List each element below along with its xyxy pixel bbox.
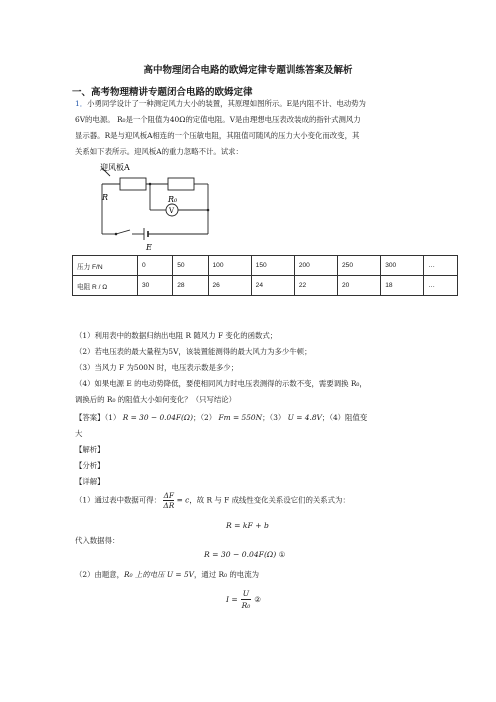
table-cell: 22 xyxy=(294,276,337,296)
circuit-diagram xyxy=(88,160,228,252)
equation-current xyxy=(226,588,261,611)
table-header-force: 压力 F/N xyxy=(73,256,138,276)
equation-current-fraction xyxy=(241,588,251,611)
subquestion-1: （1）利用表中的数据归纳出电阻 R 随风力 F 变化的函数式； xyxy=(75,331,278,340)
detail-line-1 xyxy=(75,491,455,510)
equation-linear: R = kF + b xyxy=(226,521,269,530)
table-cell: 26 xyxy=(208,276,251,296)
subquestion-3: （3）当风力 F 为500N 时，电压表示数是多少； xyxy=(75,363,239,372)
table-header-resistance: 电阻 R / Ω xyxy=(73,276,138,296)
label-R0: R₀ xyxy=(168,195,178,204)
equation-mark-2: ② xyxy=(254,595,261,604)
equation-result-text: R = 30 − 0.04F(Ω) xyxy=(204,550,277,559)
answer-sep-4: ；（4）阻值变 xyxy=(321,413,368,422)
table-cell: 50 xyxy=(173,256,208,276)
pressure-resistance-table xyxy=(72,255,458,296)
table-cell: 150 xyxy=(251,256,294,276)
switch xyxy=(116,230,130,234)
subquestion-4-cont: 调换后的 R₀ 的阻值大小如何变化？（只写结论） xyxy=(75,395,237,404)
detail-line1-post: ，故 R 与 F 成线性变化关系设它们的关系式为： xyxy=(189,495,350,505)
table-cell: 200 xyxy=(294,256,337,276)
answer-tail: 大 xyxy=(75,429,83,438)
subquestions xyxy=(75,328,455,408)
fraction-numerator: ΔF xyxy=(163,491,175,500)
table-row-force xyxy=(73,256,458,276)
answer-sep-3: ；（3） xyxy=(262,413,286,422)
table-cell: 24 xyxy=(251,276,294,296)
stem-line-2: 6V的电源。 R₀是一个阻值为40Ω的定值电阻。V是由理想电压表改装成的指针式测风力 xyxy=(75,115,361,124)
question-stem xyxy=(75,96,425,160)
table-cell: 18 xyxy=(381,276,424,296)
table-row-resistance xyxy=(73,276,458,296)
section-heading: 一、高考物理精讲专题闭合电路的欧姆定律 xyxy=(72,87,253,98)
detail-line3-mid: R₀ 上的电压 U xyxy=(124,570,174,579)
stem-line-1: 小勇同学设计了一种测定风力大小的装置，其原理如图所示。E是内阻不计、电动势为 xyxy=(87,99,366,108)
fraction-dF-dR xyxy=(163,491,174,510)
table-cell: 250 xyxy=(338,256,381,276)
detail-line1-pre: （1）通过表中数据可得： xyxy=(75,495,162,505)
label-jiexi: 【解析】 xyxy=(75,445,105,454)
resistor-R xyxy=(120,178,146,190)
detail-line-3 xyxy=(75,567,455,583)
equation-current-denominator: R₀ xyxy=(241,601,251,610)
answer-sep-2: ；（2） xyxy=(192,413,217,422)
page-title: 高中物理闭合电路的欧姆定律专题训练答案及解析 xyxy=(143,65,353,76)
fraction-denominator: ΔR xyxy=(163,501,175,510)
table-cell: … xyxy=(424,256,458,276)
equation-current-numerator: U xyxy=(242,589,250,598)
answer-eq-2: Fm = 550N xyxy=(218,413,263,422)
table-cell: 0 xyxy=(138,256,173,276)
table-cell: 30 xyxy=(138,276,173,296)
label-V: V xyxy=(169,207,175,215)
detail-line3-eq: = 5V xyxy=(173,570,195,579)
label-board: 迎风板A xyxy=(100,163,130,172)
stem-line-4: 关系如下表所示。迎风板A的重力忽略不计。试求： xyxy=(75,147,243,156)
stem-line-3: 显示器。R是与迎风板A相连的一个压敏电阻，其阻值可随风的压力大小变化而改变，其 xyxy=(75,131,360,140)
answer-block xyxy=(75,410,455,490)
subquestion-2: （2）若电压表的最大量程为5V，该装置能测得的最大风力为多少牛顿； xyxy=(75,347,312,356)
question-number: 1． xyxy=(75,99,88,108)
answer-eq-3: U = 4.8V xyxy=(287,413,322,422)
equation-mark-1: ① xyxy=(278,550,286,559)
detail-line3-post: ，通过 R₀ 的电流为 xyxy=(194,570,259,579)
table-cell: 300 xyxy=(381,256,424,276)
table-cell: … xyxy=(424,276,458,296)
resistor-R0 xyxy=(168,178,194,190)
table-cell: 28 xyxy=(173,276,208,296)
equation-current-left: I = xyxy=(226,595,238,604)
subquestion-4: （4）如果电源 E 的电动势降低，要使相同风力时电压表测得的示数不变，需要调换 R₀， xyxy=(75,379,367,388)
table-cell: 100 xyxy=(208,256,251,276)
answer-prefix: 【答案】（1） xyxy=(75,413,121,422)
table-cell: 20 xyxy=(338,276,381,296)
label-R: R xyxy=(102,193,109,202)
fraction-equals: = c xyxy=(176,495,190,505)
equation-result xyxy=(204,550,285,559)
label-E: E xyxy=(146,243,152,252)
detail-line-2: 代入数据得： xyxy=(75,536,120,545)
answer-eq-1: R = 30 − 0.04F(Ω) xyxy=(122,413,193,422)
label-fenxi: 【分析】 xyxy=(75,461,105,470)
label-xiangjie: 【详解】 xyxy=(75,477,105,486)
detail-line3-pre: （2）由题意， xyxy=(75,570,125,579)
